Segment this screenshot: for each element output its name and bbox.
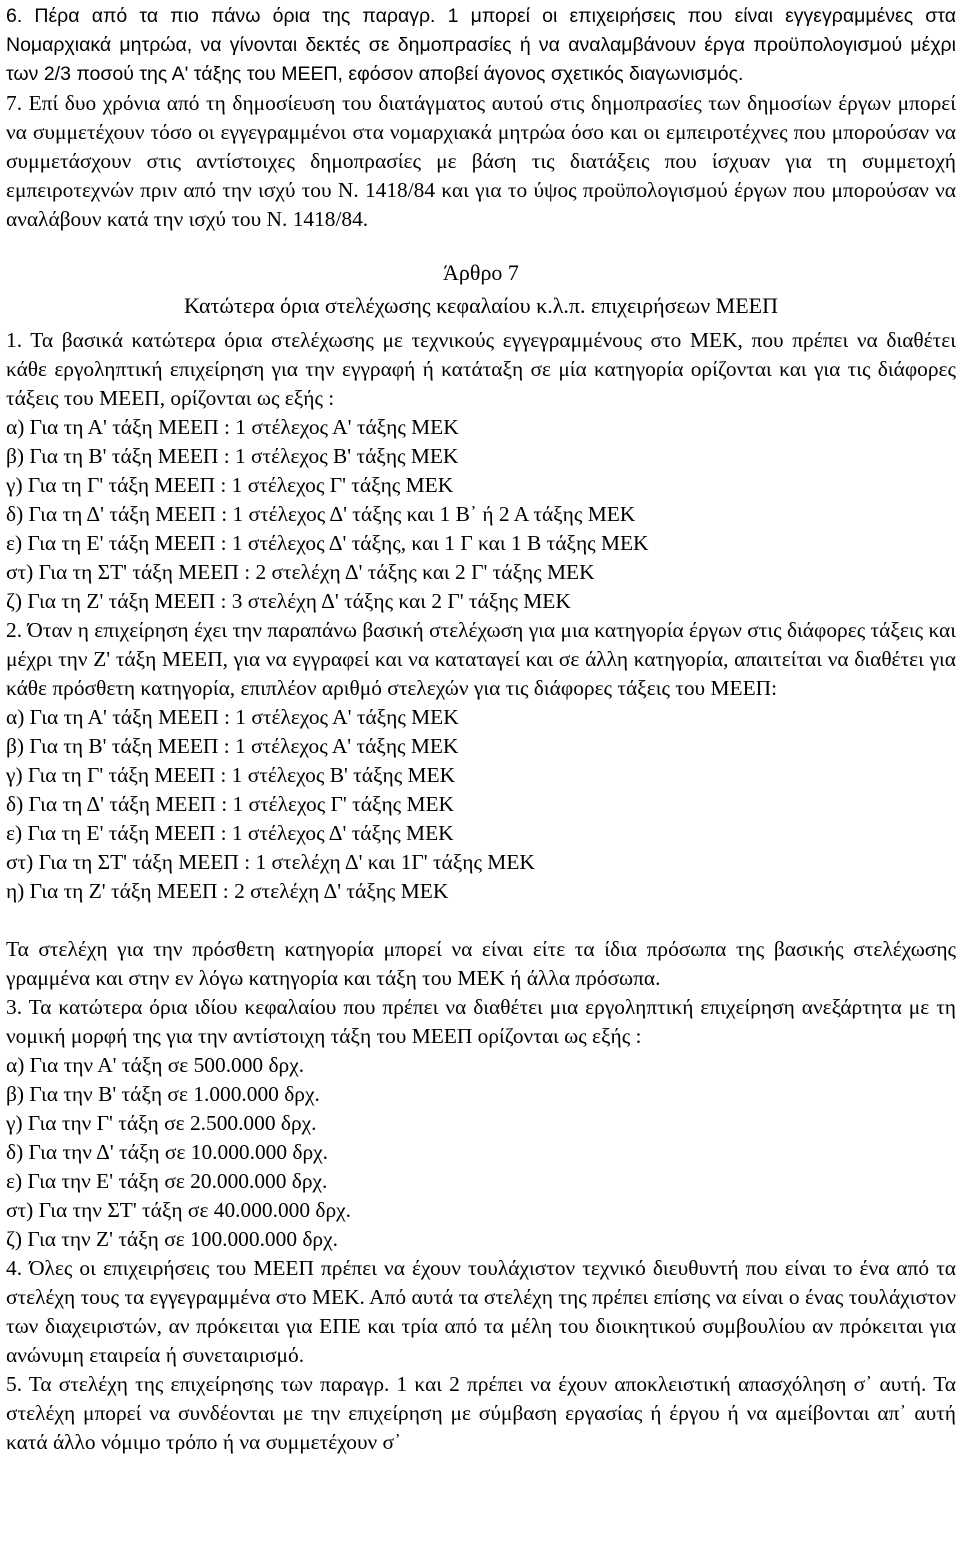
- article-number: Άρθρο 7: [443, 260, 519, 285]
- paragraph-6: 6. Πέρα από τα πιο πάνω όρια της παραγρ. 1 μπορεί οι επιχειρήσεις που είναι εγγεγραμμένες στα Νομαρχιακά μητρώα, να γίνονται δεκτές σε δημοπρασίες ή να αναλαμβάνουν έργα προϋπολογισμού μέχρι των 2/3 ποσού της Α' τάξης του ΜΕΕΠ, εφόσον αποβεί άγονος σχετικός διαγωνισμός.: [6, 5, 956, 85]
- paragraph-2-list: [6, 703, 956, 906]
- list-item: ε) Για τη Ε' τάξη ΜΕΕΠ : 1 στέλεχος Δ' τάξης, και 1 Γ και 1 Β τάξης ΜΕΚ: [6, 531, 649, 555]
- paragraph-7: 7. Επί δυο χρόνια από τη δημοσίευση του διατάγματος αυτού στις δημοπρασίες των δημοσίων έργων μπορεί να συμμετέχουν τόσο οι εγγεγραμμένοι στα νομαρχιακά μητρώα όσο και οι εμπειροτέχνες που μπορούσαν να συμμετάσχουν στις αντίστοιχες δημοπρασίες με βάση τις διατάξεις που ίσχυαν για τη συμμετοχή εμπειροτεχνών πριν από την ισχύ του Ν. 1418/84 και για το ύψος προϋπολογισμού έργων που μπορούσαν να αναλάβουν κατά την ισχύ του Ν. 1418/84.: [6, 91, 956, 231]
- list-item: δ) Για την Δ' τάξη σε 10.000.000 δρχ.: [6, 1140, 328, 1164]
- list-item: α) Για την Α' τάξη σε 500.000 δρχ.: [6, 1053, 305, 1077]
- list-item: α) Για τη Α' τάξη ΜΕΕΠ : 1 στέλεχος Α' τάξης ΜΕΚ: [6, 415, 459, 439]
- paragraph-2-note: Τα στελέχη για την πρόσθετη κατηγορία μπορεί να είναι είτε τα ίδια πρόσωπα της βασικής στελέχωσης γραμμένα και στην εν λόγω κατηγορία και τάξη του ΜΕΚ ή άλλα πρόσωπα.: [6, 937, 956, 990]
- article-7-paragraph-4: 4. Όλες οι επιχειρήσεις του ΜΕΕΠ πρέπει να έχουν τουλάχιστον τεχνικό διευθυντή που είναι το ένα από τα στελέχη τους τα εγγεγραμμένα στο ΜΕΚ. Από αυτά τα στελέχη της πρέπει επίσης να είναι ο ένας τουλάχιστον των διαχειριστών, αν πρόκειται για ΕΠΕ και τρία από τα μέλη του διοικητικού συμβουλίου αν πρόκειται για ανώνυμη εταιρεία ή συνεταιρισμό.: [6, 1256, 956, 1367]
- paragraph-1-list: [6, 413, 956, 616]
- list-item: η) Για τη Ζ' τάξη ΜΕΕΠ : 2 στελέχη Δ' τάξης ΜΕΚ: [6, 879, 449, 903]
- list-item: ε) Για την Ε' τάξη σε 20.000.000 δρχ.: [6, 1169, 328, 1193]
- spacer: [6, 906, 956, 935]
- list-item: β) Για τη Β' τάξη ΜΕΕΠ : 1 στέλεχος Α' τάξης ΜΕΚ: [6, 734, 459, 758]
- article-7-paragraph-3: 3. Τα κατώτερα όρια ιδίου κεφαλαίου που πρέπει να διαθέτει μια εργοληπτική επιχείρηση ανεξάρτητα με τη νομική μορφή της για την αντίστοιχη τάξη του ΜΕΕΠ ορίζονται ως εξής :: [6, 995, 956, 1048]
- article-7-paragraph-1: 1. Τα βασικά κατώτερα όρια στελέχωσης με τεχνικούς εγγεγραμμένους στο ΜΕΚ, που πρέπει να διαθέτει κάθε εργοληπτική επιχείρηση για την εγγραφή ή κατάταξη σε μία κατηγορία ορίζονται και για τις διάφορες τάξεις του ΜΕΕΠ, ορίζονται ως εξής :: [6, 328, 956, 410]
- list-item: δ) Για τη Δ' τάξη ΜΕΕΠ : 1 στέλεχος Δ' τάξης και 1 Β᾿ ή 2 Α τάξης ΜΕΚ: [6, 502, 636, 526]
- list-item: ζ) Για τη Ζ' τάξη ΜΕΕΠ : 3 στελέχη Δ' τάξης και 2 Γ' τάξης ΜΕΚ: [6, 589, 571, 613]
- spacer: [6, 234, 956, 256]
- paragraph-3-list: [6, 1051, 956, 1254]
- list-item: α) Για τη Α' τάξη ΜΕΕΠ : 1 στέλεχος Α' τάξης ΜΕΚ: [6, 705, 459, 729]
- list-item: στ) Για τη ΣΤ' τάξη ΜΕΕΠ : 2 στελέχη Δ' τάξης και 2 Γ' τάξης ΜΕΚ: [6, 560, 595, 584]
- list-item: γ) Για τη Γ' τάξη ΜΕΕΠ : 1 στέλεχος Γ' τάξης ΜΕΚ: [6, 473, 454, 497]
- list-item: γ) Για τη Γ' τάξη ΜΕΕΠ : 1 στέλεχος Β' τάξης ΜΕΚ: [6, 763, 456, 787]
- list-item: ζ) Για την Ζ' τάξη σε 100.000.000 δρχ.: [6, 1227, 338, 1251]
- list-item: β) Για την Β' τάξη σε 1.000.000 δρχ.: [6, 1082, 320, 1106]
- document-page: [6, 2, 956, 1457]
- list-item: γ) Για την Γ' τάξη σε 2.500.000 δρχ.: [6, 1111, 317, 1135]
- list-item: δ) Για τη Δ' τάξη ΜΕΕΠ : 1 στέλεχος Γ' τάξης ΜΕΚ: [6, 792, 454, 816]
- list-item: στ) Για την ΣΤ' τάξη σε 40.000.000 δρχ.: [6, 1198, 351, 1222]
- article-7-paragraph-2: 2. Όταν η επιχείρηση έχει την παραπάνω βασική στελέχωση για μια κατηγορία έργων στις διάφορες τάξεις και μέχρι την Ζ' τάξη ΜΕΕΠ, για να εγγραφεί και να καταταγεί και σε άλλη κατηγορία, απαιτείται να διαθέτει για κάθε πρόσθετη κατηγορία, επιπλέον αριθμό στελεχών για τις διάφορες τάξεις του ΜΕΕΠ:: [6, 618, 956, 700]
- list-item: στ) Για τη ΣΤ' τάξη ΜΕΕΠ : 1 στελέχη Δ' και 1Γ' τάξης ΜΕΚ: [6, 850, 535, 874]
- article-7-paragraph-5: 5. Τα στελέχη της επιχείρησης των παραγρ. 1 και 2 πρέπει να έχουν αποκλειστική απασχόληση σ᾿ αυτή. Τα στελέχη μπορεί να συνδέονται με την επιχείρηση με σύμβαση εργασίας ή έργου ή να αμείβονται απ᾿ αυτή κατά άλλο νόμιμο τρόπο ή να συμμετέχουν σ᾿: [6, 1372, 956, 1454]
- list-item: ε) Για τη Ε' τάξη ΜΕΕΠ : 1 στέλεχος Δ' τάξης ΜΕΚ: [6, 821, 454, 845]
- list-item: β) Για τη Β' τάξη ΜΕΕΠ : 1 στέλεχος Β' τάξης ΜΕΚ: [6, 444, 459, 468]
- article-title: Κατώτερα όρια στελέχωσης κεφαλαίου κ.λ.π. επιχειρήσεων ΜΕΕΠ: [183, 293, 779, 318]
